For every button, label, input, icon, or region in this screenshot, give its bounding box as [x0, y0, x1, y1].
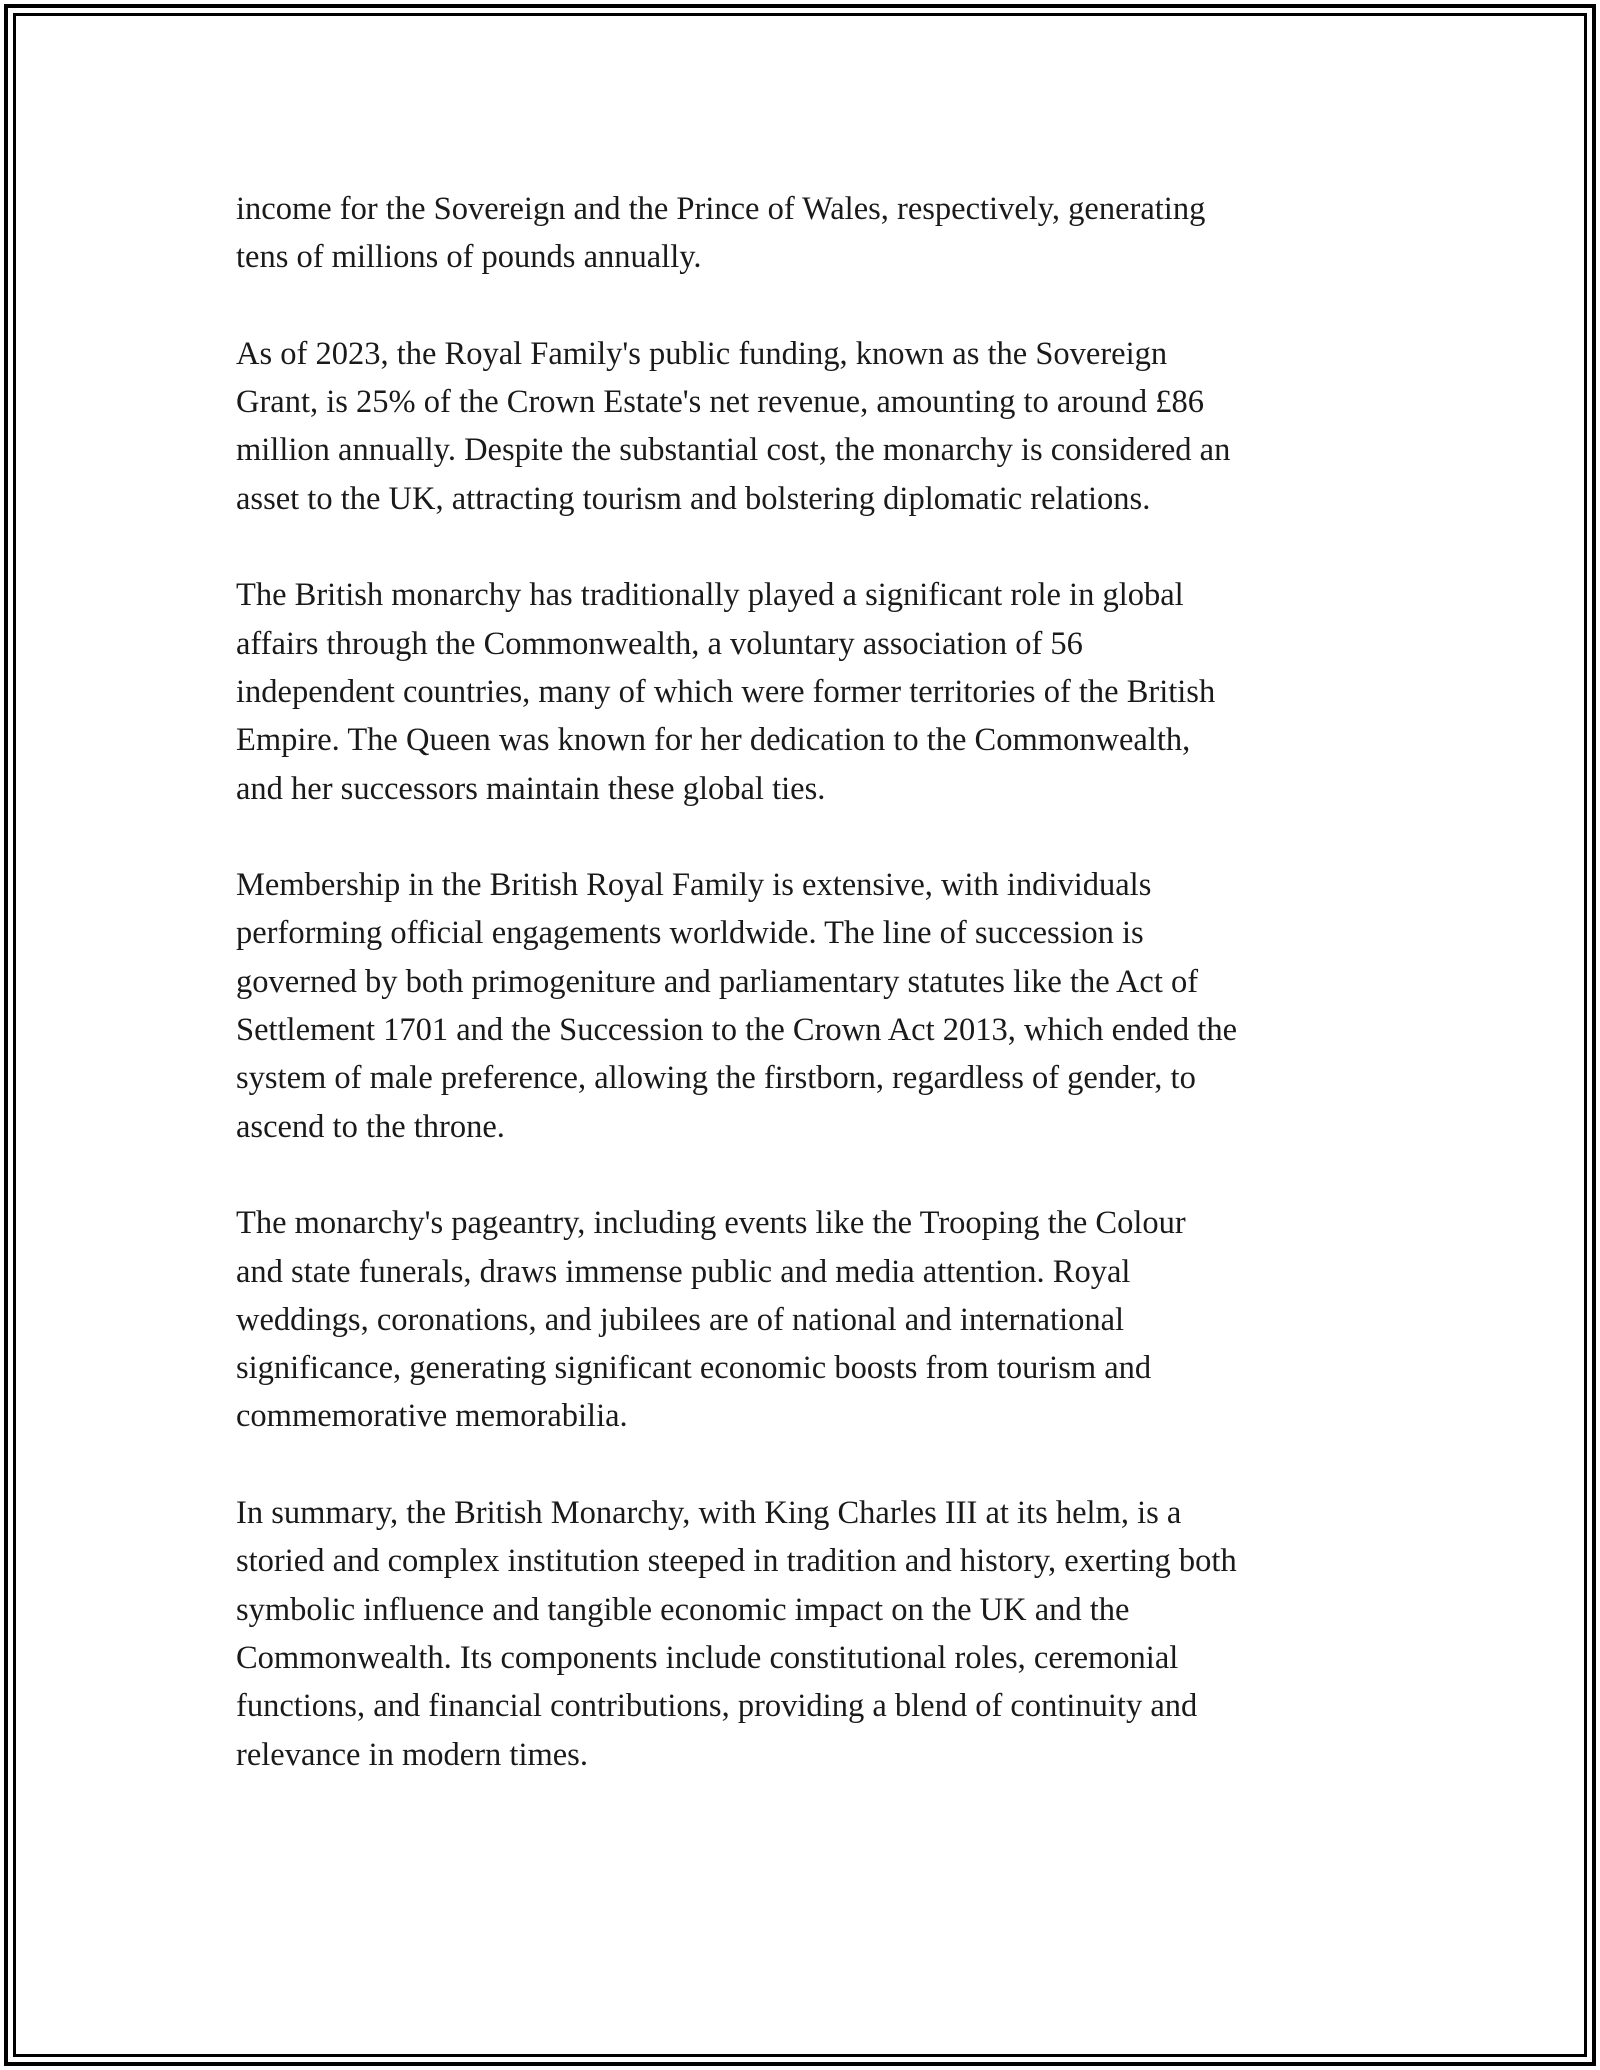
text-line: Empire. The Queen was known for her dedication to the Commonwealth, — [236, 722, 1191, 759]
paragraph-sovereign-grant — [236, 330, 1386, 523]
text-line: Membership in the British Royal Family is extensive, with individuals — [236, 867, 1152, 904]
text-line: system of male preference, allowing the firstborn, regardless of gender, to — [236, 1060, 1196, 1097]
text-line: affairs through the Commonwealth, a voluntary association of 56 — [236, 625, 1083, 662]
text-line: and state funerals, draws immense public and media attention. Royal — [236, 1253, 1131, 1290]
text-line: income for the Sovereign and the Prince of Wales, respectively, generating — [236, 191, 1206, 227]
document-body — [236, 185, 1386, 1827]
paragraph-succession — [236, 861, 1386, 1151]
text-line: commemorative memorabilia. — [236, 1398, 628, 1435]
text-line: The British monarchy has traditionally played a significant role in global — [236, 577, 1184, 614]
text-line: functions, and financial contributions, providing a blend of continuity and — [236, 1688, 1198, 1725]
text-line: In summary, the British Monarchy, with King Charles III at its helm, is a — [236, 1495, 1182, 1532]
text-line: ascend to the throne. — [236, 1108, 505, 1145]
text-line: tens of millions of pounds annually. — [236, 239, 702, 276]
text-line: significance, generating significant economic boosts from tourism and — [236, 1350, 1152, 1387]
text-line: independent countries, many of which were former territories of the British — [236, 673, 1216, 710]
text-line: Commonwealth. Its components include constitutional roles, ceremonial — [236, 1639, 1179, 1676]
paragraph-pageantry — [236, 1199, 1386, 1440]
text-line: and her successors maintain these global ties. — [236, 770, 826, 807]
text-line: As of 2023, the Royal Family's public funding, known as the Sovereign — [236, 335, 1168, 372]
text-line: symbolic influence and tangible economic impact on the UK and the — [236, 1591, 1130, 1628]
text-line: The monarchy's pageantry, including events like the Trooping the Colour — [236, 1205, 1186, 1242]
text-line: relevance in modern times. — [236, 1736, 588, 1773]
text-line: Grant, is 25% of the Crown Estate's net revenue, amounting to around £86 — [236, 384, 1205, 421]
paragraph-commonwealth — [236, 571, 1386, 812]
text-line: weddings, coronations, and jubilees are of national and international — [236, 1301, 1125, 1338]
text-line: Settlement 1701 and the Succession to the Crown Act 2013, which ended the — [236, 1012, 1237, 1049]
text-line: asset to the UK, attracting tourism and bolstering diplomatic relations. — [236, 480, 1151, 517]
text-line: storied and complex institution steeped in tradition and history, exerting both — [236, 1543, 1237, 1580]
paragraph-funding-income — [236, 185, 1386, 282]
text-line: million annually. Despite the substantial cost, the monarchy is considered an — [236, 432, 1231, 469]
text-line: governed by both primogeniture and parliamentary statutes like the Act of — [236, 963, 1199, 1000]
paragraph-summary — [236, 1489, 1386, 1779]
text-line: performing official engagements worldwide. The line of succession is — [236, 915, 1144, 952]
